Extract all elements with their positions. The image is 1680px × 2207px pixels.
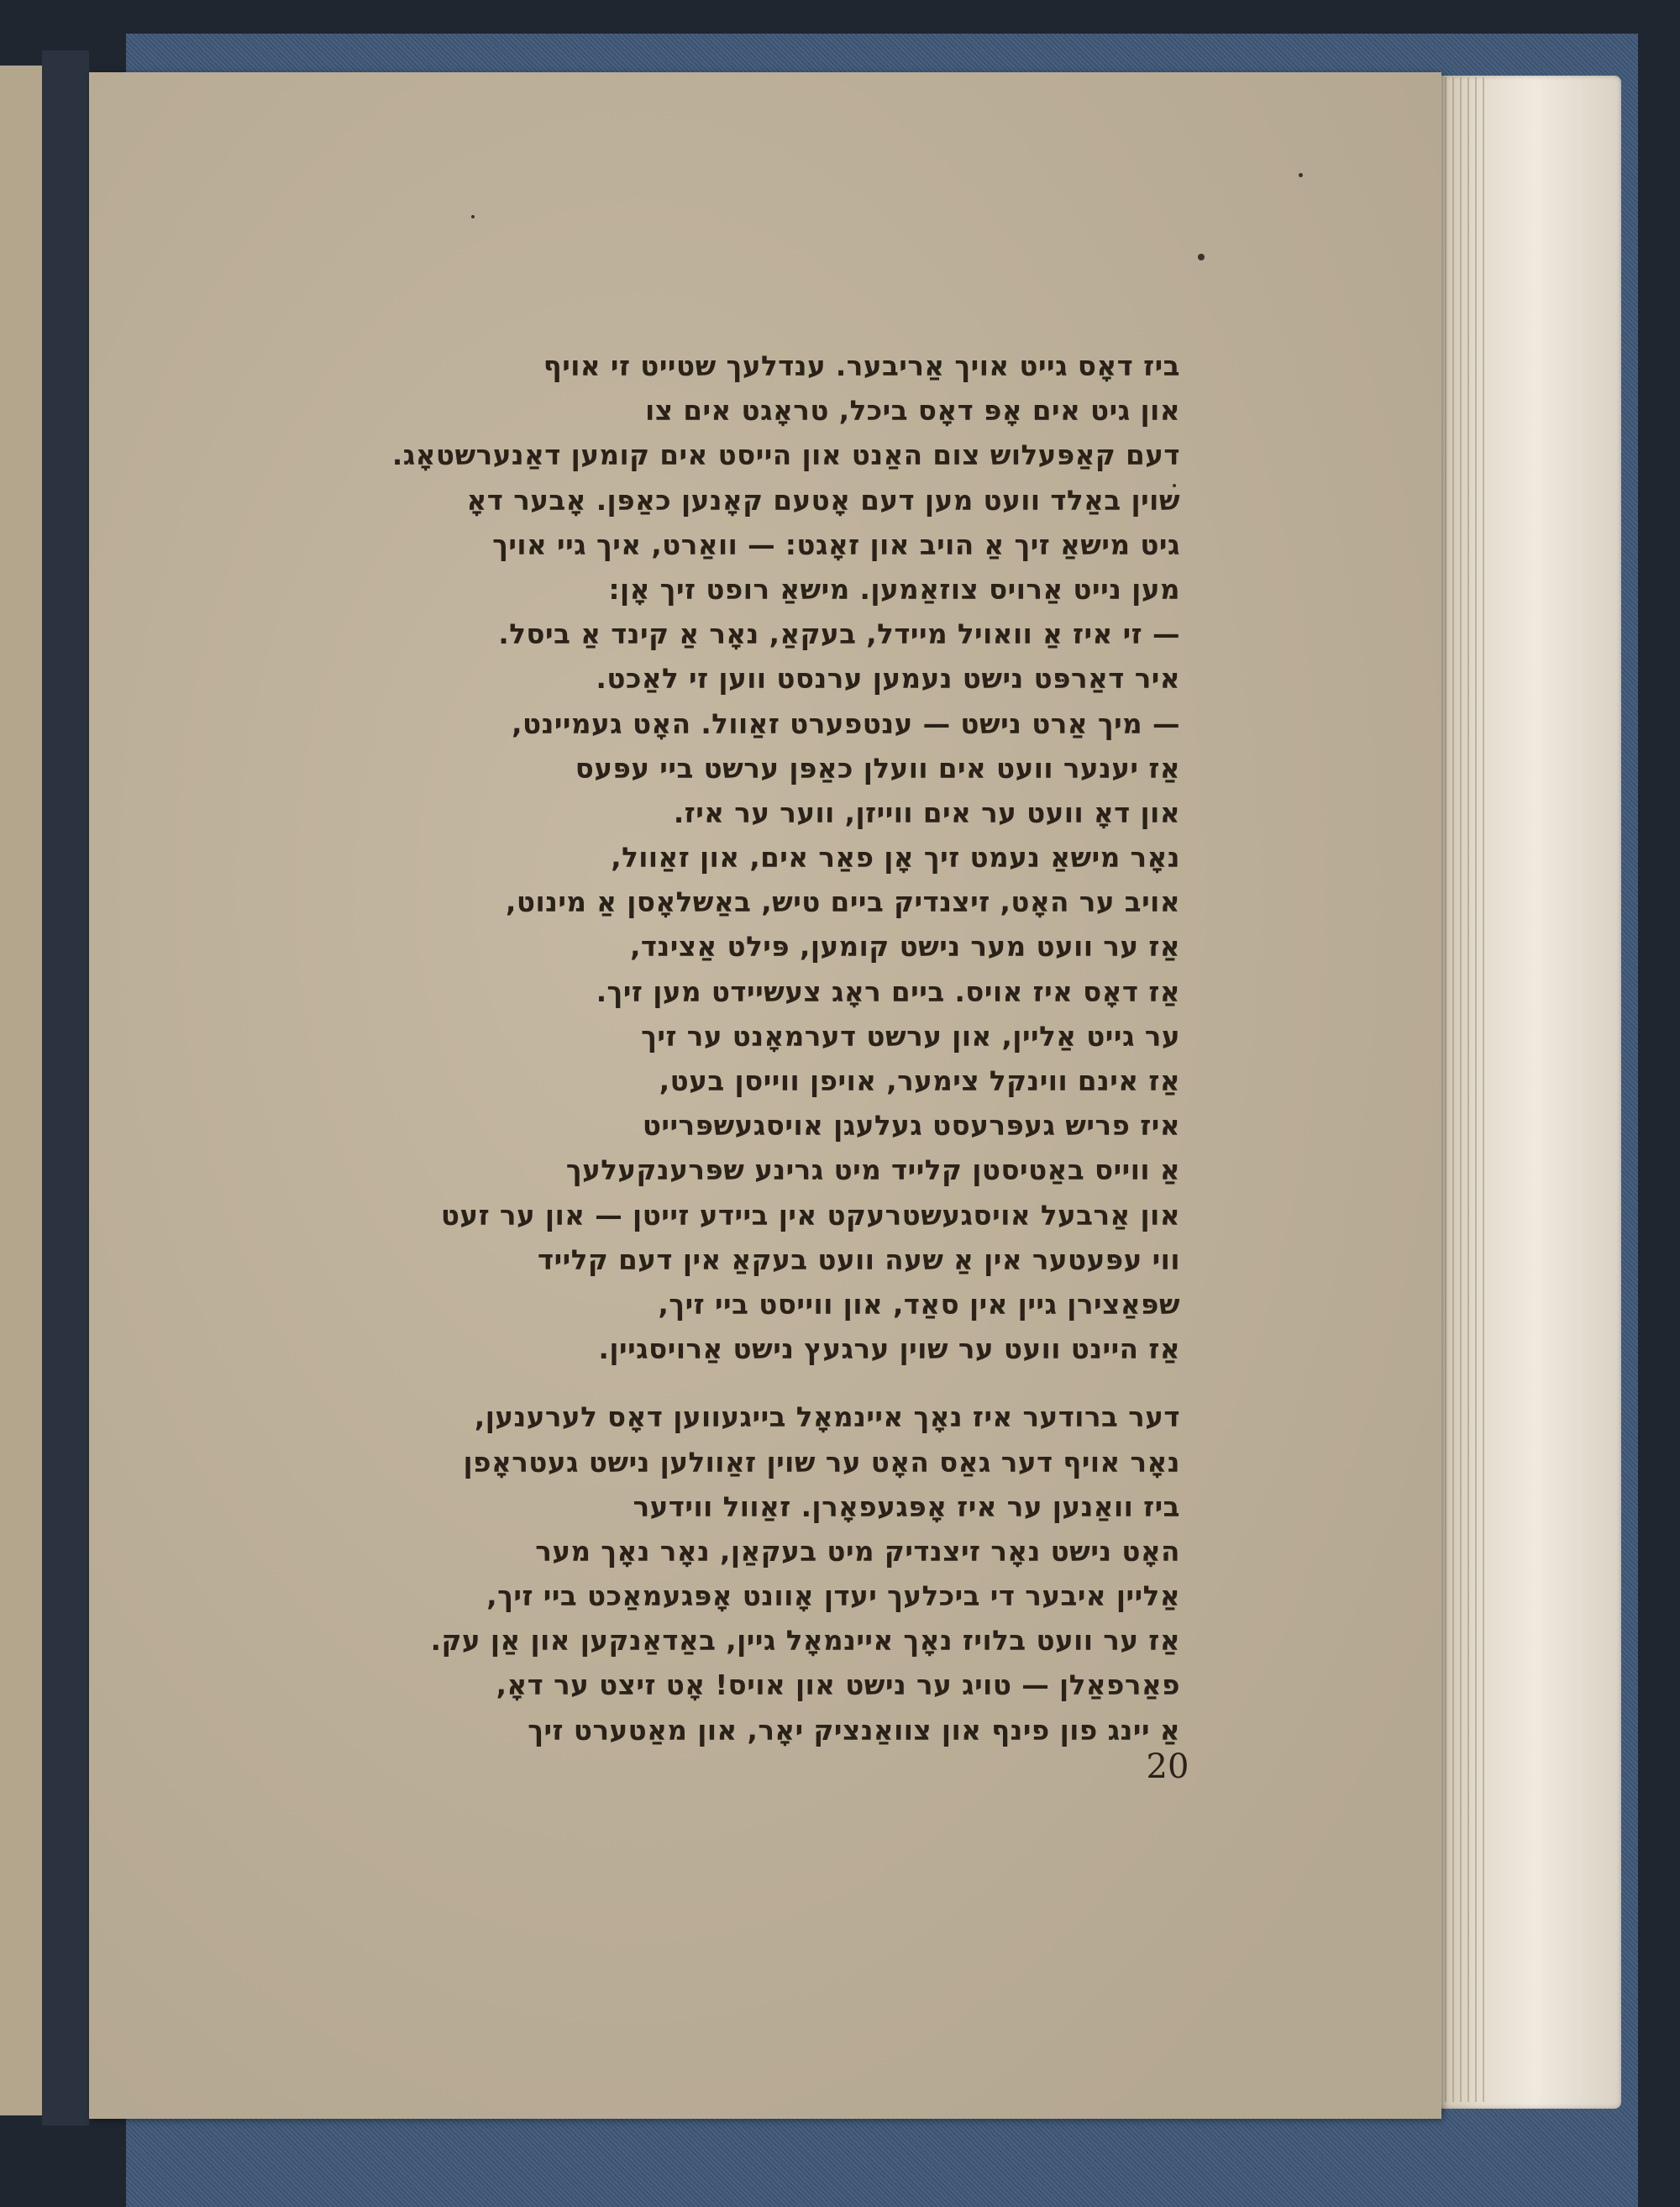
text-line: און גיט אים אָפּ דאָס ביכל, טראָגט אים צו xyxy=(645,395,1180,428)
text-line: אויב ער האָט, זיצנדיק ביים טיש, באַשלאָסן אַ מינוט, xyxy=(506,886,1180,919)
left-page-edge xyxy=(0,66,44,2115)
ink-speck xyxy=(1198,254,1205,260)
text-line: אַז ער וועט בלויז נאָך איינמאָל גיין, באַדאַנקען און אַן עק. xyxy=(430,1625,1180,1658)
text-line: נאָר אויף דער גאַס האָט ער שוין זאַוולען נישט געטראָפן xyxy=(463,1446,1180,1479)
text-line: דעם קאַפּעלוש צום האַנט און הייסט אים קומען דאַנערשטאָג. xyxy=(391,439,1180,472)
text-line: אַז אינם ווינקל צימער, אויפן ווייסן בעט, xyxy=(659,1065,1180,1097)
text-line: האָט נישט נאָר זיצנדיק מיט בעקאַן, נאָר נאָך מער xyxy=(535,1535,1180,1568)
text-line: אַז יענער וועט אים וועלן כאַפּן ערשט ביי עפּעס xyxy=(575,752,1180,785)
text-line: און דאָ וועט ער אים ווייזן, ווער ער איז. xyxy=(673,796,1180,829)
text-line: ער גייט אַליין, און ערשט דערמאָנט ער זיך xyxy=(641,1020,1180,1053)
text-line: גיט מישאַ זיך אַ הויב און זאָגט: — וואַרט, איך גיי אויך xyxy=(492,528,1180,561)
text-line: נאָר מישאַ נעמט זיך אָן פאַר אים, און זאַוול, xyxy=(611,842,1180,875)
text-line: ווי עפּעטער אין אַ שעה וועט בעקאַ אין דעם קלייד xyxy=(537,1243,1180,1276)
text-line: אַ ווייס באַטיסטן קלייד מיט גרינע שפּרענקעלעך xyxy=(565,1154,1180,1187)
text-line: אַז דאָס איז אויס. ביים ראָג צעשיידט מען זיך. xyxy=(596,975,1180,1008)
text-line: אַז ער וועט מער נישט קומען, פּילט אַצינד, xyxy=(630,931,1180,964)
page-number: 20 xyxy=(1146,1747,1189,1786)
page-text xyxy=(391,344,1180,1753)
text-line: און אַרבעל אויסגעשטרעקט אין ביידע זייטן — און ער זעט xyxy=(440,1199,1180,1232)
text-line: אַ יינג פון פינף און צוואַנציק יאָר, און מאַטערט זיך xyxy=(528,1714,1180,1747)
text-line: שוין באַלד וועט מען דעם אָטעם קאָנען כאַפּן. אָבער דאָ xyxy=(466,484,1180,517)
text-line: — מיך אַרט נישט — ענטפערט זאַוול. האָט געמיינט, xyxy=(512,707,1180,740)
text-line: איז פריש געפּרעסט געלעגן אויסגעשפּרייט xyxy=(642,1110,1180,1143)
text-line: מען נייט אַרויס צוזאַמען. מישאַ רופט זיך אָן: xyxy=(608,573,1180,606)
text-line: — זי איז אַ וואויל מיידל, בעקאַ, נאָר אַ קינד אַ ביסל. xyxy=(498,618,1180,651)
text-line: פאַרפאַלן — טויג ער נישט און אויס! אָט זיצט ער דאָ, xyxy=(496,1669,1180,1702)
paragraph xyxy=(430,1395,1180,1753)
book-gutter xyxy=(42,50,89,2126)
text-line: איר דאַרפּט נישט נעמען ערנסט ווען זי לאַכט. xyxy=(596,663,1180,696)
ink-speck xyxy=(471,215,475,218)
text-line: ביז וואַנען ער איז אָפּגעפאָרן. זאַוול ווידער xyxy=(633,1490,1180,1523)
text-line: ביז דאָס גייט אויך אַריבער. ענדלעך שטייט זי אויף xyxy=(543,350,1180,382)
text-line: דער ברודער איז נאָך איינמאָל בייגעווען דאָס לערענען, xyxy=(474,1401,1180,1434)
text-line: אַליין איבער די ביכלעך יעדן אָוונט אָפּגעמאַכט ביי זיך, xyxy=(486,1580,1180,1613)
paragraph xyxy=(391,344,1180,1372)
text-line: אַז היינט וועט ער שוין ערגעץ נישט אַרויסגיין. xyxy=(598,1333,1180,1366)
text-line: שפּאַצירן גיין אין סאַד, און ווייסט ביי זיך, xyxy=(658,1288,1180,1321)
ink-speck xyxy=(1299,173,1303,177)
